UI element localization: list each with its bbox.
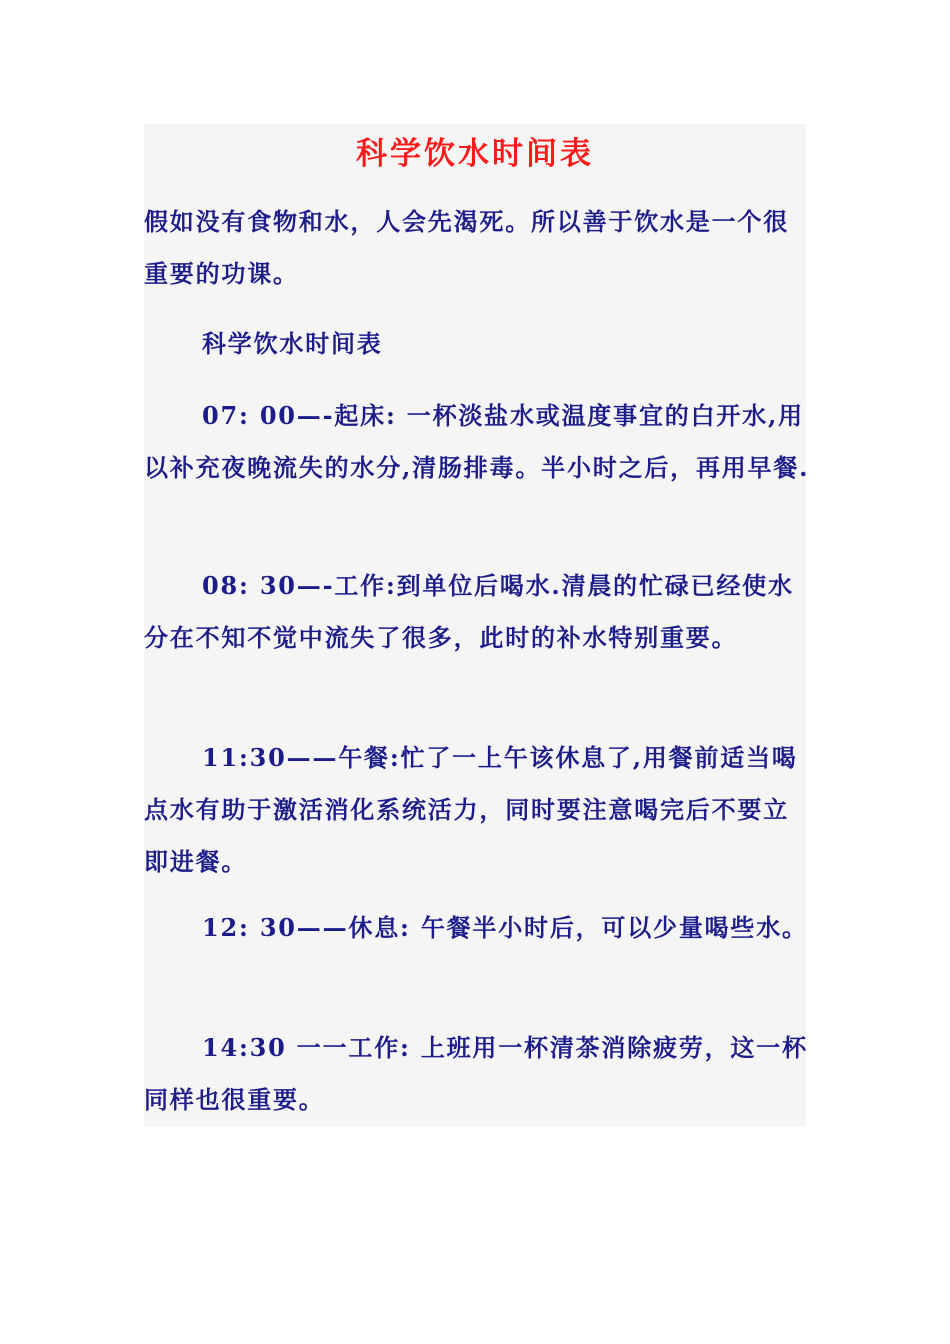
section-subtitle: 科学饮水时间表 <box>202 329 383 358</box>
schedule-item-1430: 14:30 一一工作: 上班用一杯清茶消除疲劳，这一杯同样也很重要。 <box>144 1033 808 1114</box>
schedule-item-0700: 07: 00—-起床: 一杯淡盐水或温度事宜的白开水,用以补充夜晚流失的水分,清肠排毒。半小时之后，再用早餐. <box>144 401 810 482</box>
schedule-item-0830: 08: 30—-工作:到单位后喝水.清晨的忙碌已经使水分在不知不觉中流失了很多，此时的补水特别重要。 <box>144 571 794 652</box>
schedule-item-1230: 12: 30——休息: 午餐半小时后，可以少量喝些水。 <box>202 913 808 942</box>
document-title: 科学饮水时间表 <box>356 136 594 172</box>
intro-paragraph: 假如没有食物和水，人会先渴死。所以善于饮水是一个很重要的功课。 <box>144 207 789 288</box>
content-block <box>144 124 810 1127</box>
schedule-item-1130: 11:30——午餐:忙了一上午该休息了,用餐前适当喝点水有助于激活消化系统活力，同时要注意喝完后不要立即进餐。 <box>144 743 798 876</box>
